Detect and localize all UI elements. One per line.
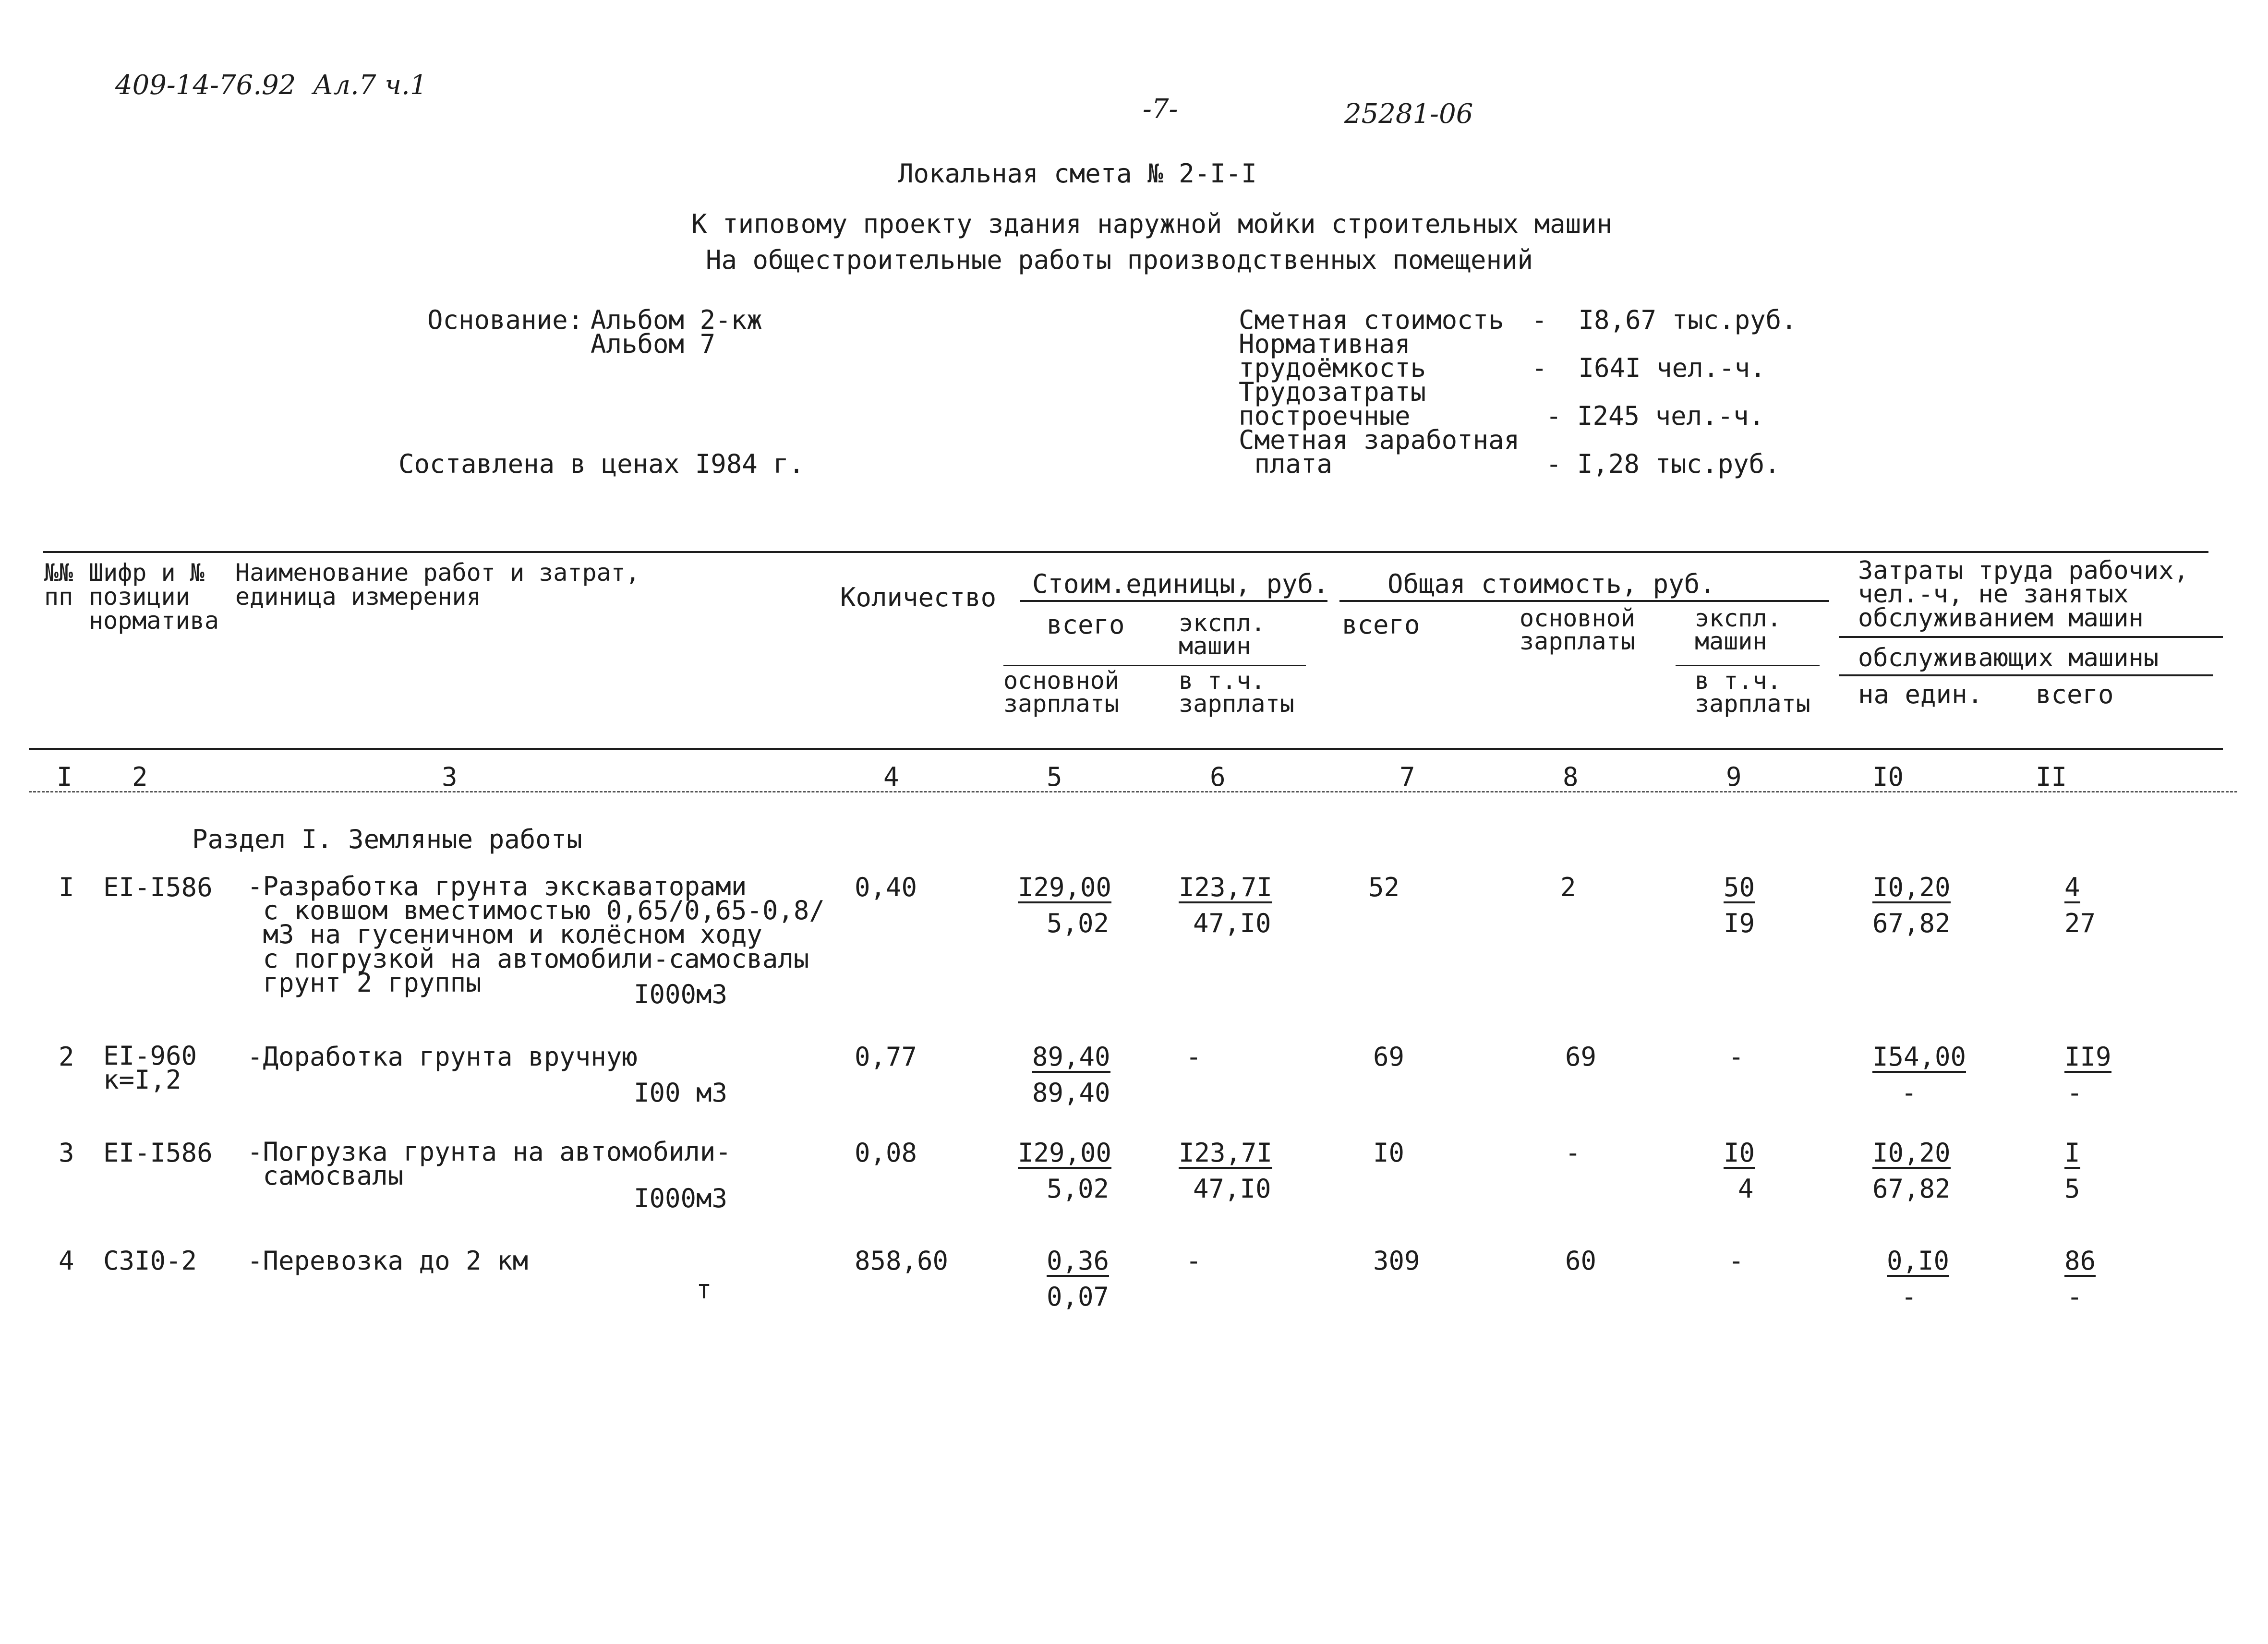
row-qty: 0,40: [855, 872, 917, 902]
summary-label-0: Сметная стоимость: [1239, 305, 1504, 335]
row-c10-bottom: 67,82: [1872, 908, 1951, 938]
header-unit-cost: Стоим.единицы, руб.: [1032, 569, 1329, 599]
row-code: EI-960 к=I,2: [103, 1041, 197, 1095]
col-number: 7: [1399, 762, 1415, 792]
row-num: 2: [59, 1042, 74, 1072]
row-qty: 0,08: [855, 1138, 917, 1168]
row-c6-top: -: [1186, 1246, 1202, 1276]
header-c6-top: экспл. машин: [1179, 609, 1266, 660]
row-c5-top: 0,36: [1047, 1246, 1110, 1276]
col-number: 5: [1047, 762, 1062, 792]
row-unit: т: [696, 1274, 712, 1305]
row-c11-top: 86: [2064, 1246, 2096, 1276]
ekspl-sub-rule: [1676, 665, 1820, 666]
unit-cost-rule: [1020, 600, 1327, 602]
row-c7: 52: [1368, 872, 1400, 902]
header-c9-top: экспл. машин: [1695, 604, 1782, 655]
basis-album-1: Альбом 2-кж: [591, 305, 762, 335]
summary-label-2: трудоёмкость: [1239, 353, 1426, 383]
row-qty: 0,77: [855, 1042, 917, 1072]
row-code: EI-I586: [103, 1138, 213, 1168]
row-name: -Погрузка грунта на автомобили- самосвалы: [247, 1137, 731, 1191]
row-num: I: [59, 872, 74, 902]
header-c7: всего: [1342, 610, 1420, 640]
row-code: С3I0-2: [103, 1246, 197, 1276]
row-qty: 858,60: [855, 1246, 949, 1276]
row-c6-bottom: 47,I0: [1193, 908, 1271, 938]
document-subtitle-2: На общестроительные работы производственных помещений: [706, 245, 1533, 275]
row-c9-top: -: [1728, 1246, 1744, 1276]
labor-rule-1: [1839, 636, 2223, 638]
row-c8: 60: [1565, 1246, 1597, 1276]
row-c7: 309: [1373, 1246, 1420, 1276]
row-c8: 69: [1565, 1042, 1597, 1072]
row-unit: I000м3: [634, 1183, 728, 1213]
summary-value-0: - I8,67 тыс.руб.: [1532, 305, 1797, 335]
table-header-bottom-rule: [29, 748, 2223, 750]
col-number: I0: [1872, 762, 1904, 792]
row-num: 3: [59, 1138, 74, 1168]
col-number: 3: [442, 762, 458, 792]
header-c11: всего: [2036, 679, 2114, 709]
row-c6-top: -: [1186, 1042, 1202, 1072]
row-c10-top: 0,I0: [1887, 1246, 1950, 1276]
document-title: Локальная смета № 2-I-I: [898, 158, 1257, 189]
summary-label-1: Нормативная: [1239, 329, 1411, 359]
col-number: II: [2036, 762, 2067, 792]
row-c11-bottom: 5: [2064, 1174, 2080, 1204]
header-c5-bottom: основной зарплаты: [1003, 667, 1119, 718]
header-c8: основной зарплаты: [1520, 604, 1635, 655]
row-name: -Разработка грунта экскаваторами с ковшом вместимостью 0,65/0,65-0,8/ м3 на гусеничном и колёсном ходу с погрузкой на автомобили-самосвалы грунт 2 группы: [247, 871, 825, 998]
row-c5-bottom: 5,02: [1047, 908, 1110, 938]
row-c11-top: 4: [2064, 872, 2080, 902]
row-c10-bottom: 67,82: [1872, 1174, 1951, 1204]
summary-label-6: плата: [1239, 449, 1333, 479]
header-c10: на един.: [1858, 679, 1983, 709]
basis-album-2: Альбом 7: [591, 329, 716, 359]
col-number: 6: [1210, 762, 1226, 792]
row-name: -Доработка грунта вручную: [247, 1042, 638, 1072]
basis-label: Основание:: [427, 305, 584, 335]
row-name: -Перевозка до 2 км: [247, 1246, 529, 1276]
row-c6-bottom: 47,I0: [1193, 1174, 1271, 1204]
header-col-qty: Количество: [840, 582, 997, 612]
row-c10-bottom: -: [1901, 1078, 1917, 1108]
row-c9-top: I0: [1724, 1138, 1755, 1168]
total-cost-rule: [1339, 600, 1829, 602]
row-c10-top: I0,20: [1872, 872, 1951, 902]
row-c10-bottom: -: [1901, 1282, 1917, 1312]
section-title: Раздел I. Земляные работы: [192, 824, 582, 854]
row-c5-bottom: 0,07: [1047, 1282, 1110, 1312]
row-c9-top: 50: [1724, 872, 1755, 902]
row-c11-bottom: -: [2067, 1282, 2083, 1312]
header-total-cost: Общая стоимость, руб.: [1387, 569, 1715, 599]
row-c7: I0: [1373, 1138, 1405, 1168]
summary-value-2: - I64I чел.-ч.: [1532, 353, 1766, 383]
unit-cost-sub-rule: [1003, 665, 1306, 666]
header-col-num: №№ пп: [44, 559, 73, 611]
row-c8: -: [1565, 1138, 1581, 1168]
col-number: 8: [1563, 762, 1579, 792]
row-c7: 69: [1373, 1042, 1405, 1072]
row-c6-top: I23,7I: [1179, 872, 1273, 902]
row-c10-top: I54,00: [1872, 1042, 1966, 1072]
col-number: 4: [883, 762, 899, 792]
row-c11-top: I: [2064, 1138, 2080, 1168]
header-c9-bottom: в т.ч. зарплаты: [1695, 667, 1810, 718]
row-c6-top: I23,7I: [1179, 1138, 1273, 1168]
summary-value-4: - I245 чел.-ч.: [1546, 401, 1765, 431]
table-top-rule: [43, 551, 2208, 553]
row-c11-bottom: 27: [2064, 908, 2096, 938]
header-col-code: Шифр и № позиции норматива: [89, 559, 219, 635]
summary-label-3: Трудозатраты: [1239, 377, 1426, 407]
col-number: 9: [1726, 762, 1742, 792]
row-c9-bottom: 4: [1738, 1174, 1754, 1204]
header-labor-2: обслуживающих машины: [1858, 644, 2159, 672]
header-labor: Затраты труда рабочих, чел.-ч, не занятых обслуживанием машин: [1858, 556, 2189, 633]
row-unit: I000м3: [634, 979, 728, 1009]
column-number-rule: [29, 791, 2237, 794]
col-number: 2: [132, 762, 148, 792]
row-c5-bottom: 89,40: [1032, 1078, 1110, 1108]
handwritten-page-number: -7-: [1143, 94, 1178, 125]
row-c8: 2: [1560, 872, 1576, 902]
header-col-name: Наименование работ и затрат, единица измерения: [235, 559, 640, 611]
row-c11-bottom: -: [2067, 1078, 2083, 1108]
handwritten-doc-number: 25281-06: [1344, 98, 1473, 130]
row-num: 4: [59, 1246, 74, 1276]
row-c5-top: I29,00: [1018, 872, 1112, 902]
row-c11-top: II9: [2064, 1042, 2111, 1072]
summary-label-5: Сметная заработная: [1239, 425, 1520, 455]
row-c9-bottom: I9: [1724, 908, 1755, 938]
row-code: EI-I586: [103, 872, 213, 902]
document-subtitle-1: К типовому проекту здания наружной мойки строительных машин: [691, 209, 1613, 239]
row-unit: I00 м3: [634, 1078, 728, 1108]
summary-value-6: - I,28 тыс.руб.: [1546, 449, 1780, 479]
handwritten-code: 409-14-76.92 Ал.7 ч.1: [115, 70, 427, 101]
basis-prices: Составлена в ценах I984 г.: [398, 449, 805, 479]
header-c5-top: всего: [1047, 610, 1125, 640]
col-number: I: [57, 762, 72, 792]
summary-label-4: построечные: [1239, 401, 1411, 431]
row-c10-top: I0,20: [1872, 1138, 1951, 1168]
row-c5-bottom: 5,02: [1047, 1174, 1110, 1204]
row-c5-top: I29,00: [1018, 1138, 1112, 1168]
row-c5-top: 89,40: [1032, 1042, 1110, 1072]
header-c6-bottom: в т.ч. зарплаты: [1179, 667, 1294, 718]
labor-rule-2: [1839, 674, 2213, 676]
row-c9-top: -: [1728, 1042, 1744, 1072]
